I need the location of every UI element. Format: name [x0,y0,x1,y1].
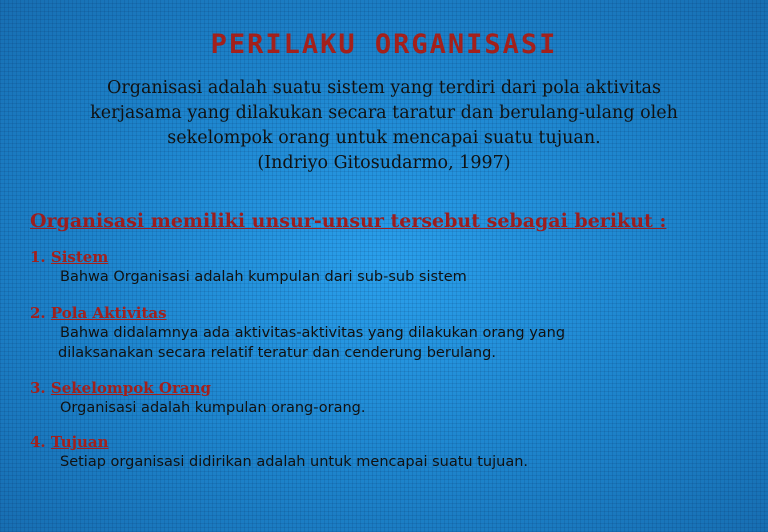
list-item [30,432,750,472]
quote-line: Organisasi adalah suatu sistem yang terdiri dari pola aktivitas [107,78,661,98]
item-name: Sekelompok Orang [50,379,211,397]
item-number: 3. [30,379,46,397]
quote-line: kerjasama yang dilakukan secara taratur dan berulang-ulang oleh [90,103,678,123]
list-item [30,247,750,287]
item-heading [30,378,750,398]
item-heading [30,432,750,452]
slide-title: PERILAKU ORGANISASI [210,29,558,60]
item-number: 1. [30,248,46,266]
item-description: Setiap organisasi didirikan adalah untuk mencapai suatu tujuan. [60,454,529,470]
item-name: Tujuan [50,433,109,451]
item-name: Sistem [50,248,109,266]
list-item [30,303,750,363]
list-item [30,378,750,418]
item-name: Pola Aktivitas [50,304,167,322]
section-heading: Organisasi memiliki unsur-unsur tersebut sebagai berikut : [30,210,667,232]
item-number: 4. [30,433,46,451]
definition-quote [20,76,748,176]
item-description: dilaksanakan secara relatif teratur dan cenderung berulang. [58,345,496,361]
item-description: Organisasi adalah kumpulan orang-orang. [60,400,366,416]
item-description: Bahwa Organisasi adalah kumpulan dari sub-sub sistem [60,269,467,285]
item-number: 2. [30,304,46,322]
quote-citation: (Indriyo Gitosudarmo, 1997) [257,153,511,173]
item-description: Bahwa didalamnya ada aktivitas-aktivitas yang dilakukan orang yang [60,325,566,341]
quote-line: sekelompok orang untuk mencapai suatu tujuan. [167,128,601,148]
item-heading [30,247,750,267]
item-heading [30,303,750,323]
